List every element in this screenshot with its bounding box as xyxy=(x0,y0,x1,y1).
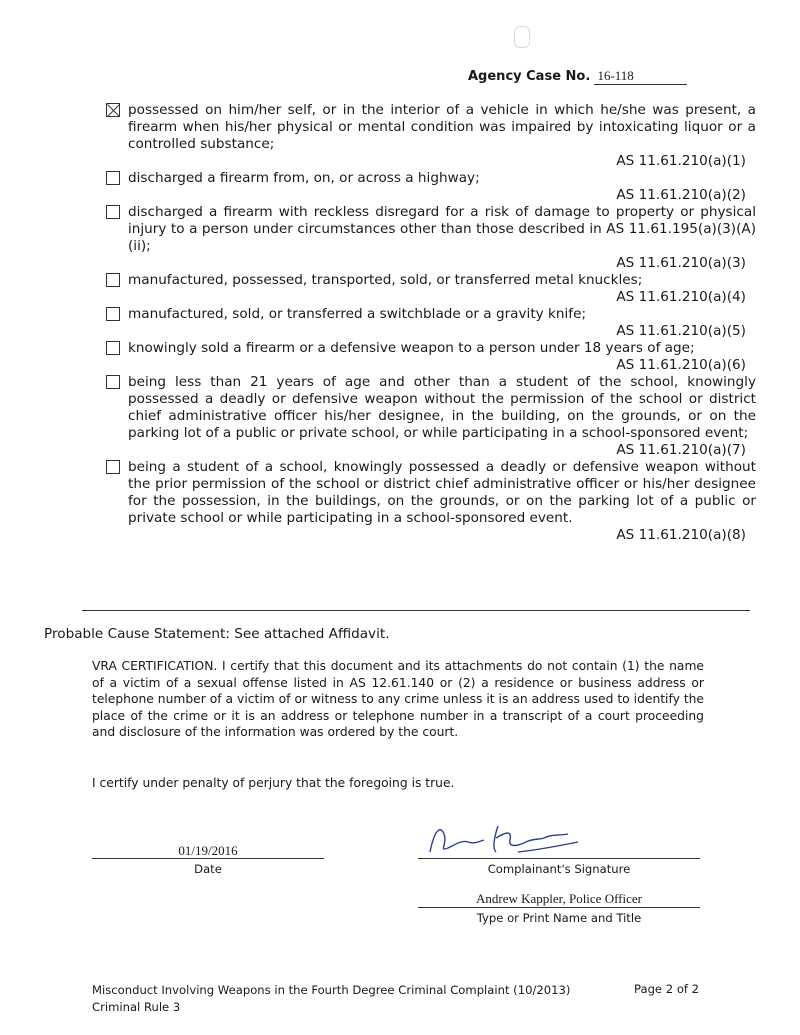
charge-text: manufactured, possessed, transported, sold, or transferred metal knuckles; xyxy=(128,272,643,288)
checkbox[interactable] xyxy=(106,460,120,474)
statute-citation: AS 11.61.210(a)(6) xyxy=(616,357,746,373)
checkbox[interactable] xyxy=(106,341,120,355)
statute-citation: AS 11.61.210(a)(3) xyxy=(616,255,746,271)
checkbox[interactable] xyxy=(106,273,120,287)
criminal-rule: Criminal Rule 3 xyxy=(92,1000,181,1014)
form-title: Misconduct Involving Weapons in the Fourth Degree Criminal Complaint (10/2013) xyxy=(92,983,571,997)
charge-item xyxy=(106,306,756,323)
statute-citation: AS 11.61.210(a)(5) xyxy=(616,323,746,339)
charge-text: discharged a firearm with reckless disregard for a risk of damage to property or physical injury to a person under circumstances other than those described in AS 11.61.195(a)(3)(A)(ii); xyxy=(128,204,756,254)
date-line xyxy=(92,858,324,859)
charge-text: discharged a firearm from, on, or across a highway; xyxy=(128,170,480,186)
page-number: Page 2 of 2 xyxy=(634,982,700,996)
complainant-signature xyxy=(418,812,588,862)
checkbox[interactable] xyxy=(106,171,120,185)
agency-case-number xyxy=(468,68,687,85)
date-value: 01/19/2016 xyxy=(178,843,238,858)
charge-text: manufactured, sold, or transferred a switchblade or a gravity knife; xyxy=(128,306,587,322)
perjury-statement: I certify under penalty of perjury that the foregoing is true. xyxy=(92,776,455,790)
form-footer xyxy=(92,982,570,1016)
charge-item xyxy=(106,459,756,527)
case-number-label: Agency Case No. xyxy=(468,69,591,84)
statute-citation: AS 11.61.210(a)(2) xyxy=(616,187,746,203)
charge-item xyxy=(106,374,756,442)
scan-artifact xyxy=(514,26,530,48)
charge-text: being less than 21 years of age and other than a student of the school, knowingly possessed a deadly or defensive weapon without the permission of the school or district chief administrative officer his/her designee, in the building, on the grounds, or on the parking lot of a public or private school, or while participating in a school-sponsored event; xyxy=(128,374,756,441)
vra-certification: VRA CERTIFICATION. I certify that this document and its attachments do not contain (1) the name of a victim of a sexual offense listed in AS 12.61.140 or (2) a residence or business address or telephone number of a victim of or witness to any crime unless it is an address used to identify the place of the crime or it is an address or telephone number in a transcript of a court proceeding and disclosure of the information was ordered by the court. xyxy=(92,659,704,739)
statute-citation: AS 11.61.210(a)(8) xyxy=(616,527,746,543)
probable-cause-statement: Probable Cause Statement: See attached Affidavit. xyxy=(44,626,390,642)
name-title-label: Type or Print Name and Title xyxy=(476,911,642,925)
statute-citation: AS 11.61.210(a)(4) xyxy=(616,289,746,305)
checkbox[interactable] xyxy=(106,375,120,389)
checkbox[interactable] xyxy=(106,205,120,219)
charge-item xyxy=(106,272,756,289)
name-line xyxy=(418,907,700,908)
signature-line xyxy=(418,858,700,859)
checkbox[interactable] xyxy=(106,307,120,321)
charge-item xyxy=(106,204,756,255)
charge-text: knowingly sold a firearm or a defensive weapon to a person under 18 years of age; xyxy=(128,340,695,356)
checked-checkbox[interactable] xyxy=(106,103,120,117)
date-label: Date xyxy=(194,862,222,876)
case-number-value: 16-118 xyxy=(594,68,687,85)
charge-item xyxy=(106,340,756,357)
officer-name-title: Andrew Kappler, Police Officer xyxy=(475,891,642,906)
statute-citation: AS 11.61.210(a)(1) xyxy=(616,153,746,169)
charge-item xyxy=(106,170,756,187)
charges-list xyxy=(106,102,756,544)
section-divider xyxy=(82,610,750,611)
charge-text: possessed on him/her self, or in the interior of a vehicle in which he/she was present, a firearm when his/her physical or mental condition was impaired by intoxicating liquor or a controlled substance; xyxy=(128,102,756,152)
statute-citation: AS 11.61.210(a)(7) xyxy=(616,442,746,458)
charge-text: being a student of a school, knowingly possessed a deadly or defensive weapon without the prior permission of the school or district chief administrative officer or his/her designee for the possession, in the buildings, on the grounds, or on the parking lot of a public or private school or while participating in a school-sponsored event. xyxy=(128,459,756,526)
charge-item xyxy=(106,102,756,153)
signature-label: Complainant's Signature xyxy=(487,862,631,876)
